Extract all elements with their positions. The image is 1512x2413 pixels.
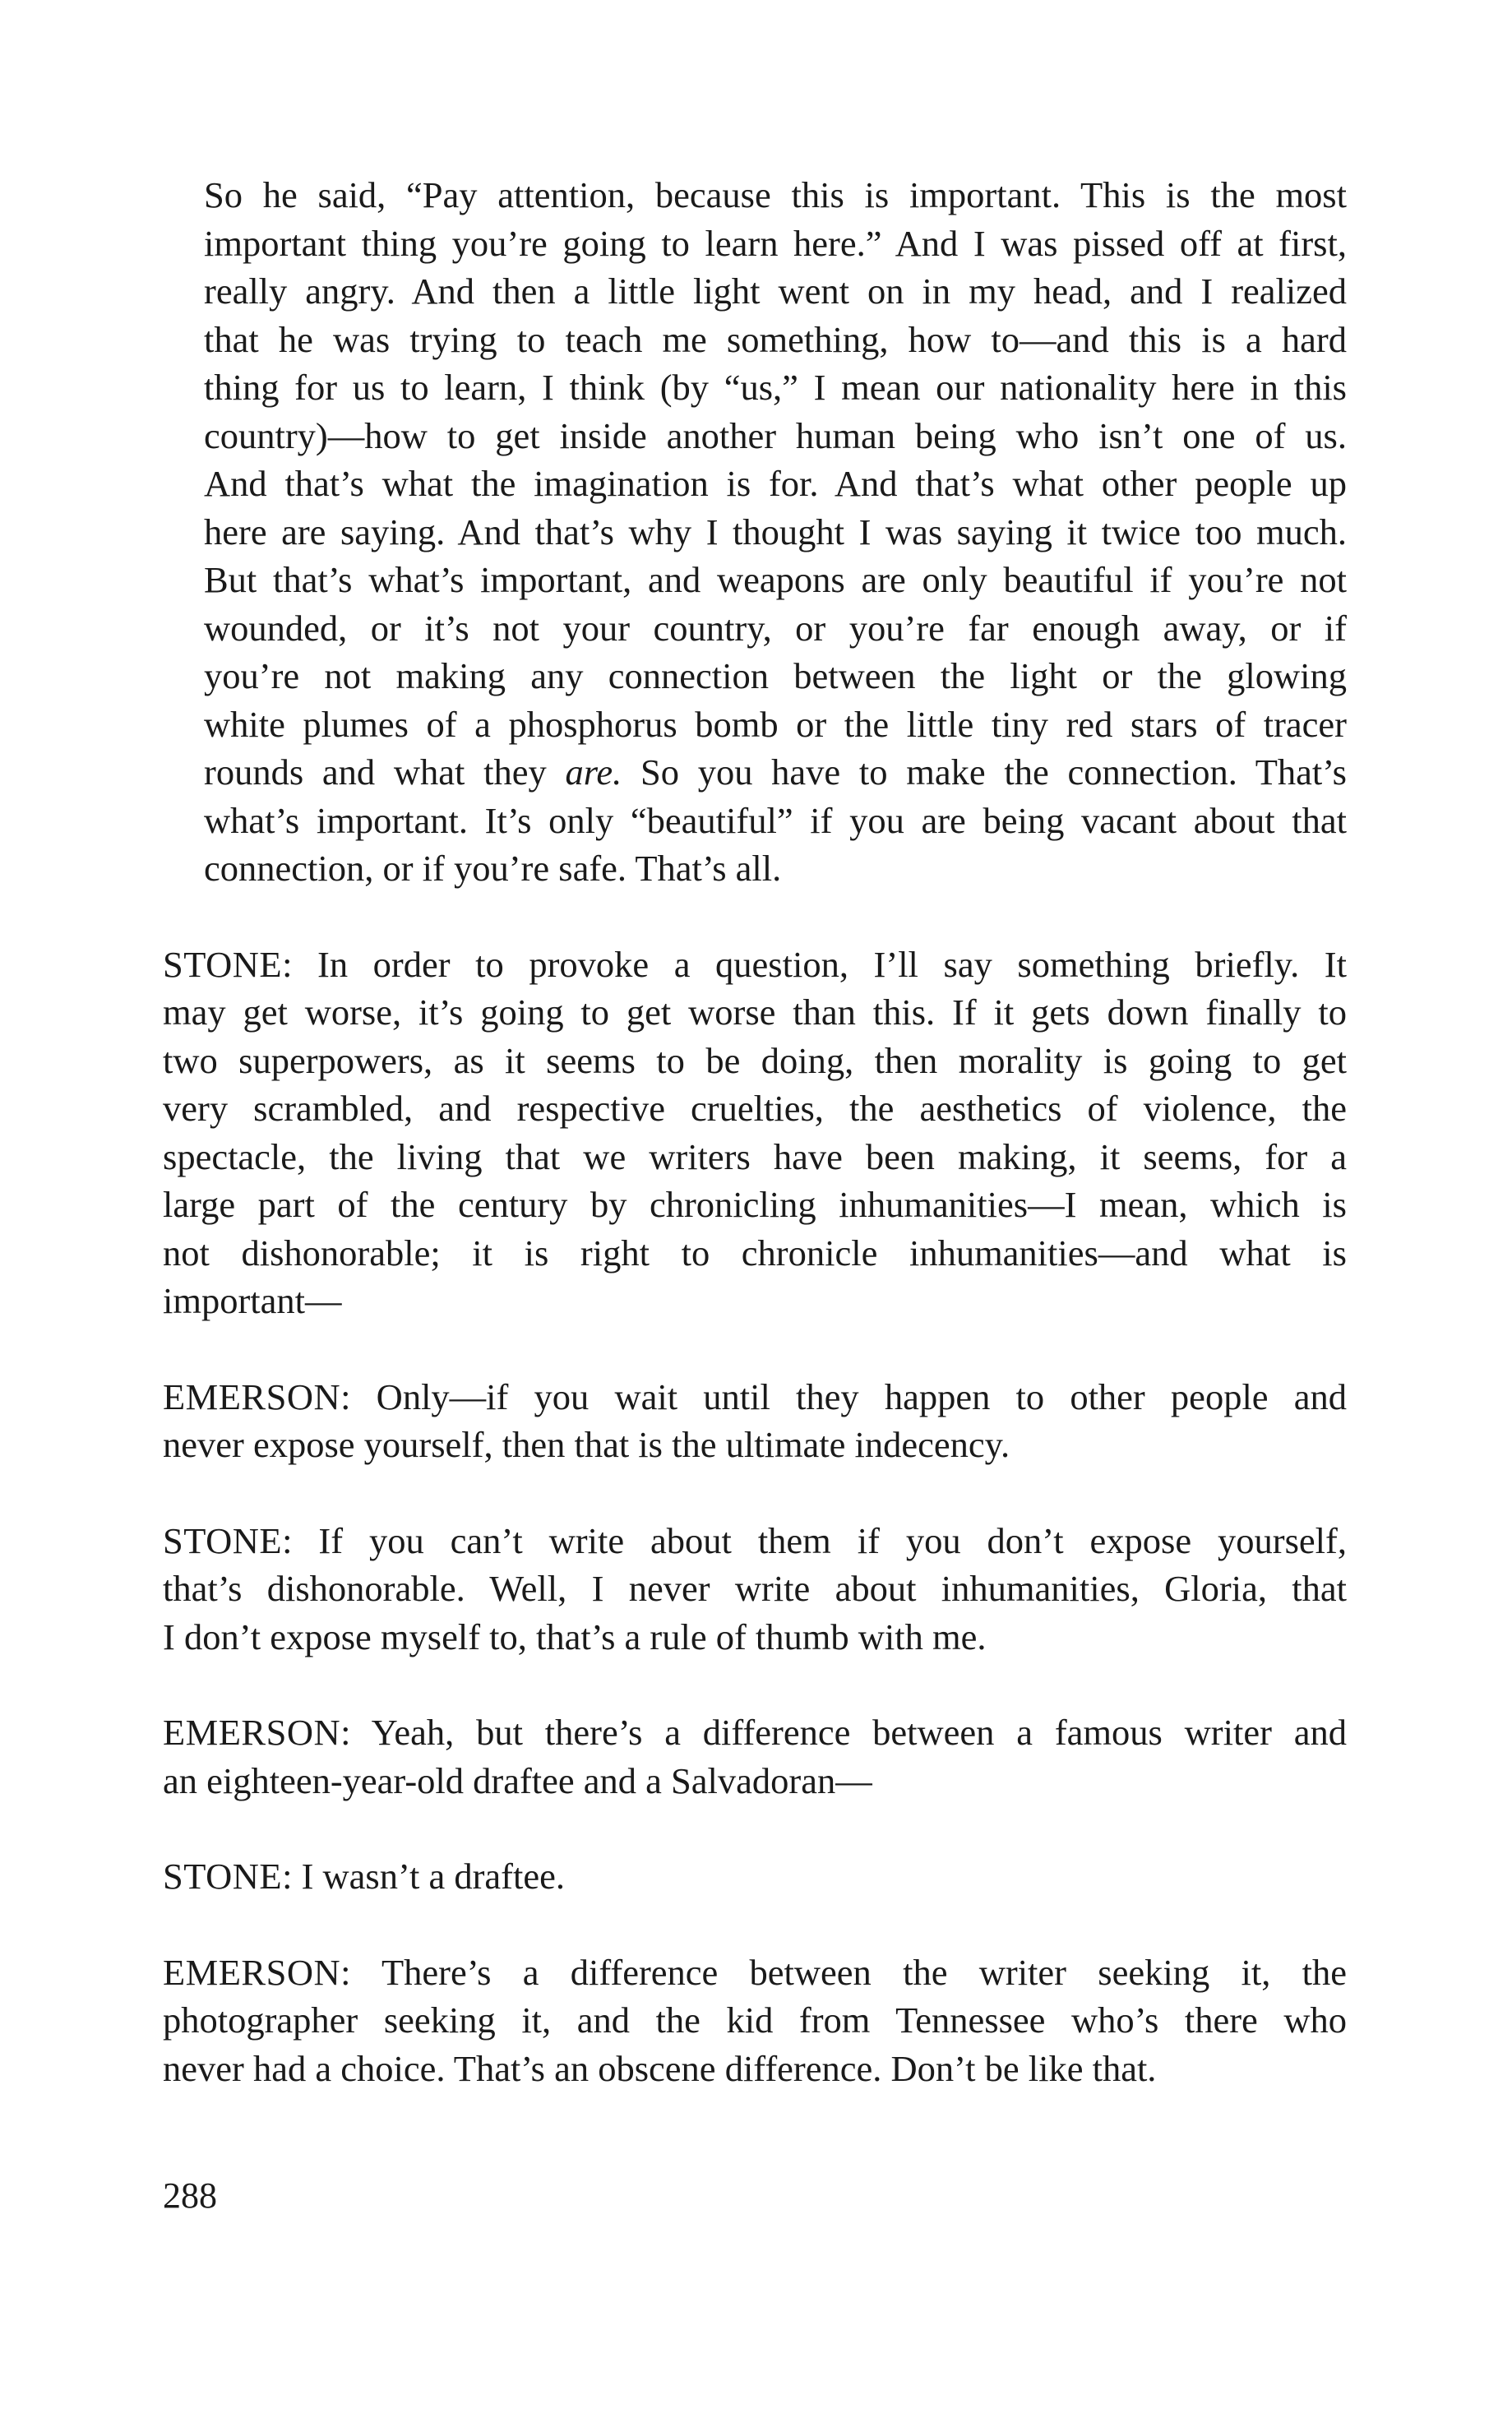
exchange-line: not dishonorable; it is right to chronicle inhumanities—and what is (163, 1232, 1347, 1274)
intro-line-emphasis (163, 748, 1347, 797)
speaker-name: EMERSON (163, 1712, 341, 1753)
exchange-text: : Only—if you wait until they happen to other people and (340, 1375, 1347, 1417)
intro-line: here are saying. And that’s why I thought I was saying it twice too much. (204, 511, 1347, 552)
speaker-name: STONE (163, 1856, 283, 1897)
emphasized-word: are. (565, 751, 622, 793)
exchange-line (163, 1373, 1347, 1421)
exchange-line: may get worse, it’s going to get worse than this. If it gets down finally to (163, 992, 1347, 1033)
exchange-line (163, 1708, 1347, 1757)
exchange-line: photographer seeking it, and the kid from Tennessee who’s there who (163, 1999, 1347, 2041)
exchange-line: large part of the century by chronicling inhumanities—I mean, which is (163, 1184, 1347, 1225)
exchange-line: an eighteen-year-old draftee and a Salvadoran— (163, 1759, 872, 1801)
intro-text: So you have to make the connection. That’s (622, 751, 1347, 793)
exchange-text: : I wasn’t a draftee. (282, 1856, 565, 1897)
exchange-line: I don’t expose myself to, that’s a rule of thumb with me. (163, 1616, 987, 1657)
intro-text: rounds and what they (204, 751, 547, 793)
speaker-name: EMERSON (163, 1375, 341, 1417)
dialogue-exchange (163, 1517, 1347, 1662)
intro-line: what’s important. It’s only “beautiful” if you are being vacant about that (204, 799, 1347, 841)
exchange-text: : In order to provoke a question, I’ll say something briefly. It (282, 943, 1347, 985)
speaker-name: EMERSON (163, 1951, 341, 1993)
exchange-line: never expose yourself, then that is the ultimate indecency. (163, 1424, 1010, 1465)
exchange-line (163, 941, 1347, 989)
intro-paragraph (163, 171, 1347, 893)
speaker-name: STONE (163, 943, 283, 985)
dialogue-exchange (163, 941, 1347, 1325)
exchange-text: : Yeah, but there’s a difference between a famous writer and (340, 1712, 1347, 1753)
intro-line: But that’s what’s important, and weapons are only beautiful if you’re not (204, 559, 1347, 600)
intro-line: you’re not making any connection between the light or the glowing (204, 655, 1347, 696)
page-body (163, 171, 1347, 2092)
exchange-line: never had a choice. That’s an obscene difference. Don’t be like that. (163, 2047, 1157, 2089)
dialogue-exchange (163, 1373, 1347, 1469)
intro-line: that he was trying to teach me something, how to—and this is a hard (204, 318, 1347, 360)
intro-line: country)—how to get inside another human being who isn’t one of us. (204, 414, 1347, 456)
dialogue-exchange (163, 1708, 1347, 1805)
exchange-text: : If you can’t write about them if you don’t expose yourself, (282, 1519, 1347, 1561)
exchange-line: spectacle, the living that we writers have been making, it seems, for a (163, 1135, 1347, 1177)
intro-line: And that’s what the imagination is for. And that’s what other people up (204, 463, 1347, 504)
intro-line: So he said, “Pay attention, because this is important. This is the most (204, 174, 1347, 215)
intro-line: connection, or if you’re safe. That’s all. (204, 848, 782, 889)
intro-line: wounded, or it’s not your country, or you’re far enough away, or if (204, 607, 1347, 649)
exchange-line (163, 1948, 1347, 1997)
exchange-text: : There’s a difference between the writer seeking it, the (340, 1951, 1347, 1993)
page-number: 288 (163, 2175, 217, 2216)
intro-line: thing for us to learn, I think (by “us,” I mean our nationality here in this (204, 367, 1347, 408)
exchange-line: important— (163, 1280, 342, 1321)
exchange-line: that’s dishonorable. Well, I never write about inhumanities, Gloria, that (163, 1568, 1347, 1609)
dialogue-exchange (163, 1852, 1347, 1901)
exchange-line: two superpowers, as it seems to be doing, then morality is going to get (163, 1039, 1347, 1081)
speaker-name: STONE (163, 1519, 283, 1561)
exchange-line (163, 1517, 1347, 1565)
exchange-line: very scrambled, and respective cruelties, the aesthetics of violence, the (163, 1088, 1347, 1129)
intro-line: white plumes of a phosphorus bomb or the little tiny red stars of tracer (204, 703, 1347, 745)
exchange-line (163, 1852, 1347, 1901)
intro-line: important thing you’re going to learn here.” And I was pissed off at first, (204, 222, 1347, 264)
dialogue-exchange (163, 1948, 1347, 2093)
intro-line: really angry. And then a little light went on in my head, and I realized (204, 270, 1347, 312)
